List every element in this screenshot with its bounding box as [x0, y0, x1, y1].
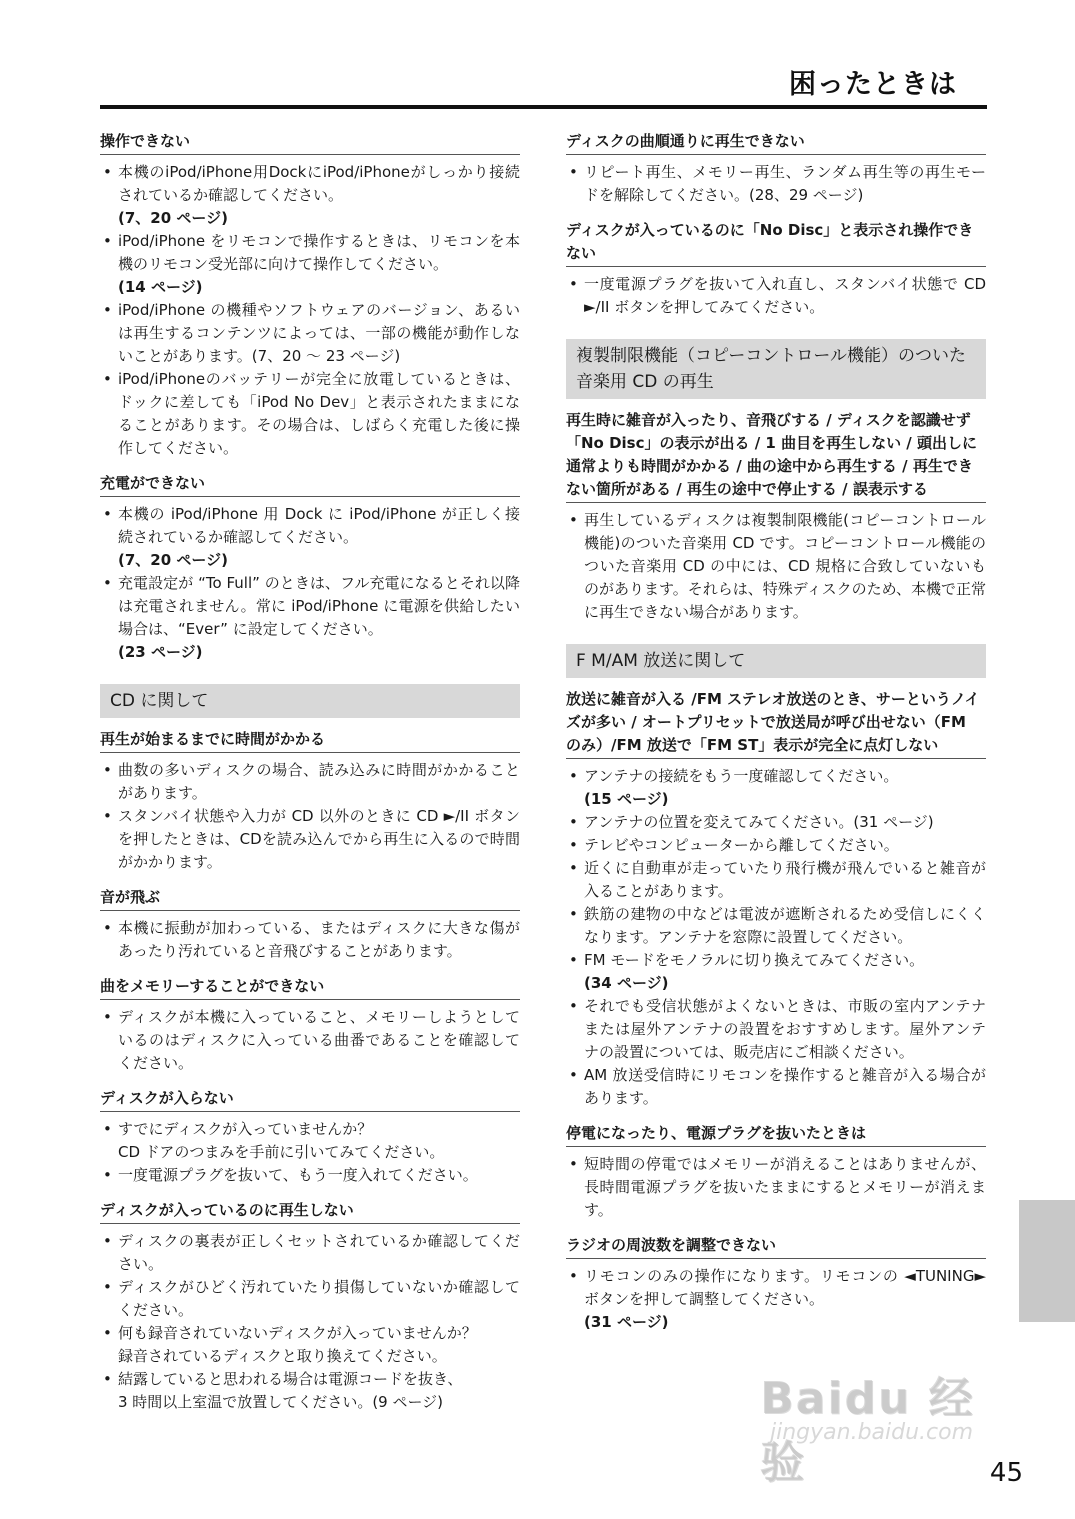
bullet-list [100, 503, 520, 664]
watermark-url: jingyan.baidu.com [770, 1420, 974, 1445]
list-note: CD ドアのつまみを手前に引いてみてください。 [118, 1143, 445, 1161]
bullet-list [100, 1118, 520, 1187]
list-item: • ディスクが本機に入っていること、メモリーしようとしているのはディスクに入っている曲番であることを確認してください。 [100, 1006, 520, 1075]
bullet-list [566, 765, 986, 1110]
bullet-list [100, 917, 520, 963]
list-item: • 鉄筋の建物の中などは電波が遮断されるため受信しにくくなります。アンテナを窓際に設置してください。 [566, 903, 986, 949]
list-item: • すでにディスクが入っていませんか？ CD ドアのつまみを手前に引いてみてください。 [100, 1118, 520, 1164]
section-heading: 放送に雑音が入る /FM ステレオ放送のとき、サーというノイズが多い / オートプリセットで放送局が呼び出せない（FM のみ）/FM 放送で「FM ST」表示が完全に点灯しない [566, 688, 986, 759]
section-heading: 操作できない [100, 130, 520, 155]
list-item: • ディスクの裏表が正しくセットされているか確認してください。 [100, 1230, 520, 1276]
bullet-list [566, 161, 986, 207]
section-heading: 再生時に雑音が入ったり、音飛びする / ディスクを認識せず「No Disc」の表示が出る / 1 曲目を再生しない / 頭出しに通常よりも時間がかかる / 曲の途中から再生する / 再生できない箇所がある / 再生の途中で停止する / 誤表示する [566, 409, 986, 503]
section-heading: ディスクが入らない [100, 1087, 520, 1112]
section-heading: ディスクの曲順通りに再生できない [566, 130, 986, 155]
list-item: • 曲数の多いディスクの場合、読み込みに時間がかかることがあります。 [100, 759, 520, 805]
list-item: • それでも受信状態がよくないときは、市販の室内アンテナまたは屋外アンテナの設置をおすすめします。屋外アンテナの設置については、販売店にご相談ください。 [566, 995, 986, 1064]
page-number: 45 [989, 1458, 1023, 1488]
list-item: • リモコンのみの操作になります。リモコンの ◄TUNING► ボタンを押して調整してください。 (31 ページ) [566, 1265, 986, 1334]
list-item: • 何も録音されていないディスクが入っていませんか？ 録音されているディスクと取り換えてください。 [100, 1322, 520, 1368]
right-column [566, 130, 986, 1334]
watermark-logo: Baidu 经验 [760, 1373, 975, 1488]
page-ref: (7、20 ページ) [118, 551, 228, 569]
list-item: • AM 放送受信時にリモコンを操作すると雑音が入る場合があります。 [566, 1064, 986, 1110]
section-band-cd: CD に関して [100, 684, 520, 718]
list-item: • 一度電源プラグを抜いて、もう一度入れてください。 [100, 1164, 520, 1187]
section-band-copy-control: 複製制限機能（コピーコントロール機能）のついた音楽用 CD の再生 [566, 339, 986, 399]
page-ref: (14 ページ) [118, 278, 203, 296]
list-item: • スタンバイ状態や入力が CD 以外のときに CD ►/II ボタンを押したときは、CDを読み込んでから再生に入るので時間がかかります。 [100, 805, 520, 874]
list-item: • 再生しているディスクは複製制限機能(コピーコントロール機能)のついた音楽用 CD です。コピーコントロール機能のついた音楽用 CD の中には、CD 規格に合致していないものがあります。それらは、特殊ディスクのため、本機で正常に再生できない場合があります。 [566, 509, 986, 624]
list-note: 録音されているディスクと取り換えてください。 [118, 1347, 447, 1365]
list-item: • FM モードをモノラルに切り換えてみてください。 (34 ページ) [566, 949, 986, 995]
list-item: • iPod/iPhoneのバッテリーが完全に放電しているときは、ドックに差しても「iPod No Dev」と表示されたままになることがあります。その場合は、しばらく充電した後に操作してください。 [100, 368, 520, 460]
list-item: • ディスクがひどく汚れていたり損傷していないか確認してください。 [100, 1276, 520, 1322]
bullet-list [100, 1230, 520, 1414]
page-title: 困ったときは [789, 69, 957, 100]
page-ref: (7、20 ページ) [118, 209, 228, 227]
page-ref: (31 ページ) [584, 1313, 669, 1331]
list-item: • iPod/iPhone をリモコンで操作するときは、リモコンを本機のリモコン受光部に向けて操作してください。 (14 ページ) [100, 230, 520, 299]
list-item: • 近くに自動車が走っていたり飛行機が飛んでいると雑音が入ることがあります。 [566, 857, 986, 903]
section-heading: 充電ができない [100, 472, 520, 497]
section-heading: 曲をメモリーすることができない [100, 975, 520, 1000]
side-thumb-tab [1019, 1200, 1075, 1322]
section-heading: ラジオの周波数を調整できない [566, 1234, 986, 1259]
section-heading: 停電になったり、電源プラグを抜いたときは [566, 1122, 986, 1147]
section-heading: ディスクが入っているのに再生しない [100, 1199, 520, 1224]
left-column [100, 130, 520, 1414]
list-item: • 本機のiPod/iPhone用DockにiPod/iPhoneがしっかり接続されているか確認してください。 (7、20 ページ) [100, 161, 520, 230]
list-item: • 充電設定が “To Full” のときは、フル充電になるとそれ以降は充電されません。常に iPod/iPhone に電源を供給したい場合は、“Ever” に設定してください。 (23 ページ) [100, 572, 520, 664]
list-item: • リピート再生、メモリー再生、ランダム再生等の再生モードを解除してください。(28、29 ページ) [566, 161, 986, 207]
section-heading: 再生が始まるまでに時間がかかる [100, 728, 520, 753]
list-item: • 本機に振動が加わっている、またはディスクに大きな傷があったり汚れていると音飛びすることがあります。 [100, 917, 520, 963]
list-item: • テレビやコンピューターから離してください。 [566, 834, 986, 857]
bullet-list [566, 1265, 986, 1334]
list-note: 3 時間以上室温で放置してください。(9 ページ) [118, 1393, 444, 1411]
page-ref: (34 ページ) [584, 974, 669, 992]
list-item: • iPod/iPhone の機種やソフトウェアのバージョン、あるいは再生するコンテンツによっては、一部の機能が動作しないことがあります。(7、20 ～ 23 ページ) [100, 299, 520, 368]
list-item: • 結露していると思われる場合は電源コードを抜き、 3 時間以上室温で放置してください。(9 ページ) [100, 1368, 520, 1414]
page-ref: (23 ページ) [118, 643, 203, 661]
list-item: • 短時間の停電ではメモリーが消えることはありませんが、長時間電源プラグを抜いたままにするとメモリーが消えます。 [566, 1153, 986, 1222]
section-band-fm-am: F M/AM 放送に関して [566, 644, 986, 678]
bullet-list [566, 509, 986, 624]
section-heading: ディスクが入っているのに「No Disc」と表示され操作できない [566, 219, 986, 267]
section-heading: 音が飛ぶ [100, 886, 520, 911]
bullet-list [100, 161, 520, 460]
list-item: • アンテナの接続をもう一度確認してください。 (15 ページ) [566, 765, 986, 811]
bullet-list [100, 759, 520, 874]
title-rule [100, 105, 987, 109]
bullet-list [100, 1006, 520, 1075]
list-item: • アンテナの位置を変えてみてください。(31 ページ) [566, 811, 986, 834]
list-item: • 一度電源プラグを抜いて入れ直し、スタンバイ状態で CD ►/II ボタンを押してみてください。 [566, 273, 986, 319]
list-item: • 本機の iPod/iPhone 用 Dock に iPod/iPhone が正しく接続されているか確認してください。 (7、20 ページ) [100, 503, 520, 572]
page-ref: (15 ページ) [584, 790, 669, 808]
bullet-list [566, 1153, 986, 1222]
bullet-list [566, 273, 986, 319]
